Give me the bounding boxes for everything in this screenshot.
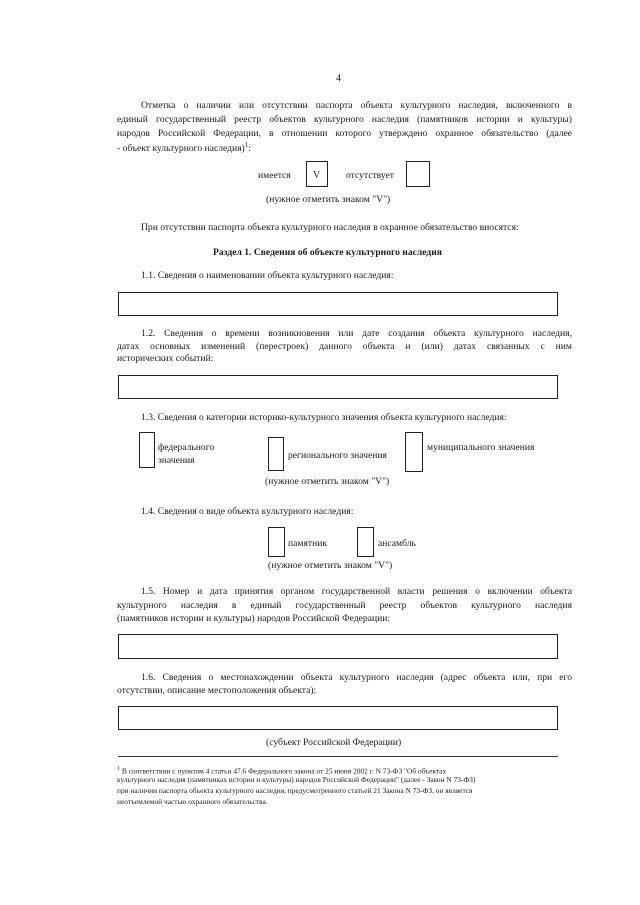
- s1-2-line-3: исторических событий:: [117, 353, 214, 364]
- s1-3-federal-label-1: федерального: [158, 442, 215, 453]
- passport-hint: (нужное отметить знаком "V"): [266, 194, 391, 205]
- s1-4-hint: (нужное отметить знаком "V"): [268, 560, 393, 571]
- s1-5-field[interactable]: [118, 634, 558, 659]
- s1-3-hint: (нужное отметить знаком "V"): [265, 476, 390, 487]
- passport-has-checkbox[interactable]: [306, 161, 328, 187]
- s1-6-caption: (субъект Российской Федерации): [266, 737, 402, 748]
- s1-4-ensemble-label: ансамбль: [378, 538, 416, 549]
- section-title: Раздел 1. Сведения об объекте культурного наследия: [213, 247, 442, 258]
- s1-1-field[interactable]: [118, 292, 558, 316]
- intro-line-4-suffix: :: [248, 143, 251, 155]
- s1-3-municipal-checkbox[interactable]: [405, 432, 423, 472]
- s1-2-field[interactable]: [118, 375, 558, 399]
- footnote-mark: 1: [117, 766, 120, 772]
- s1-4-monument-label: памятник: [288, 538, 327, 549]
- passport-absent-checkbox[interactable]: [406, 161, 430, 187]
- footnote-line-4: неотъемлемой частью охранного обязательства.: [117, 797, 268, 806]
- intro-line-4: [117, 139, 251, 156]
- s1-4-label: 1.4. Сведения о виде объекта культурного наследия:: [141, 506, 354, 517]
- s1-3-municipal-label: муниципального значения: [427, 442, 535, 453]
- s1-6-field[interactable]: [118, 706, 558, 730]
- s1-4-ensemble-checkbox[interactable]: [357, 527, 374, 557]
- intro-line-1: Отметка о наличии или отсутствии паспорта объекта культурного наследия, включенного в: [141, 100, 572, 111]
- footnote-line-1-text: В соответствии с пунктом 4 статьи 47.6 Федерального закона от 25 июня 2002 г. N 73-ФЗ "Об объектах: [121, 766, 447, 776]
- s1-1-label: 1.1. Сведения о наименовании объекта культурного наследия:: [141, 270, 394, 281]
- s1-2-line-2: датах основных изменений (перестроек) данного объекта и (или) датах связанных с ним: [117, 341, 572, 352]
- s1-3-label: 1.3. Сведения о категории историко-культурного значения объекта культурного наследия:: [141, 412, 507, 423]
- passport-absent-label: отсутствует: [346, 170, 394, 181]
- s1-2-line-1: 1.2. Сведения о времени возникновения или дате создания объекта культурного наследия,: [141, 328, 572, 339]
- s1-6-line-2: отсутствии, описание местоположения объекта):: [117, 685, 317, 696]
- footnote-line-3: при наличии паспорта объекта культурного наследия, предусмотренного статьей 21 Закона N 73-ФЗ, он является: [117, 786, 473, 795]
- s1-5-line-3: (памятников истории и культуры) народов Российской Федерации:: [117, 613, 391, 624]
- footnote-separator: [118, 756, 558, 757]
- s1-3-regional-label: регионального значения: [288, 450, 387, 461]
- footnote-ref: 1: [244, 141, 249, 149]
- intro-line-3: народов Российской Федерации, в отношении которого утверждено охранное обязательство (далее: [117, 128, 572, 139]
- passport-has-label: имеется: [258, 170, 291, 181]
- s1-3-regional-checkbox[interactable]: [268, 437, 284, 471]
- page-number: 4: [336, 73, 341, 84]
- passport-has-check: V: [313, 170, 321, 181]
- s1-6-line-1: 1.6. Сведения о местонахождении объекта культурного наследия (адрес объекта или, при его: [141, 672, 572, 683]
- absent-note: При отсутствии паспорта объекта культурного наследия в охранное обязательство вносятся:: [141, 222, 519, 233]
- s1-5-line-2: культурного наследия в единый государственный реестр объектов культурного наследия: [117, 600, 572, 611]
- s1-3-federal-checkbox[interactable]: [139, 432, 155, 468]
- s1-4-monument-checkbox[interactable]: [268, 527, 285, 557]
- footnote-line-2: культурного наследия (памятниках истории и культуры) народов Российской Федерации" (далее - Закон N 73-ФЗ): [117, 775, 476, 784]
- s1-3-federal-label-2: значения: [158, 455, 195, 466]
- intro-line-2: единый государственный реестр объектов культурного наследия (памятников истории и культуры): [117, 114, 572, 125]
- intro-line-4-text: - объект культурного наследия): [117, 143, 245, 155]
- s1-5-line-1: 1.5. Номер и дата принятия органом государственной власти решения о включении объекта: [141, 586, 572, 597]
